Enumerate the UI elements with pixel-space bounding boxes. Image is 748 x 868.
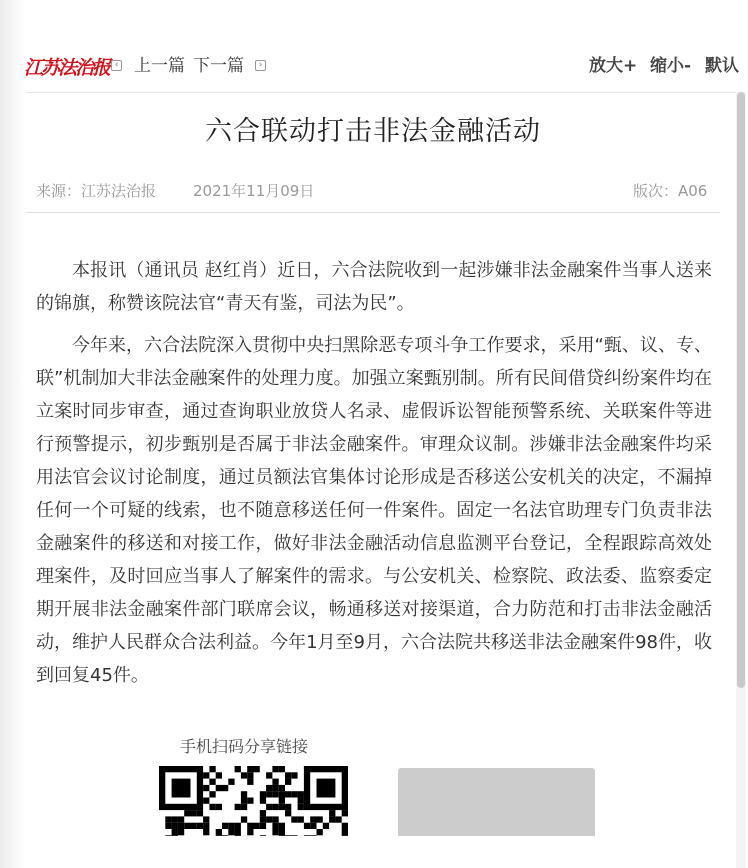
toolbar [0, 48, 748, 88]
chevron-left-icon[interactable]: ‹ [111, 60, 122, 71]
next-article-link[interactable]: 下一篇 [193, 56, 244, 76]
article-source: 来源：江苏法治报 [36, 182, 157, 200]
newspaper-logo[interactable]: 江苏法治报 [24, 57, 110, 79]
article-title: 六合联动打击非法金融活动 [205, 116, 541, 147]
article-date: 2021年11月09日 [193, 182, 315, 200]
zoom-in-button[interactable]: 放大+ [589, 56, 638, 76]
article-paragraph: 今年来，六合法院深入贯彻中央扫黑除恶专项斗争工作要求，采用“甄、议、专、联”机制加大非法金融案件的处理力度。加强立案甄别制。所有民间借贷纠纷案件均在立案时同步审查，通过查询职业放贷人名录、虚假诉讼智能预警系统、关联案件等进行预警提示，初步甄别是否属于非法金融案件。审理众议制。涉嫌非法金融案件均采用法官会议讨论制度，通过员额法官集体讨论形成是否移送公安机关的决定，不漏掉任何一个可疑的线索，也不随意移送任何一件案件。固定一名法官助理专门负责非法金融案件的移送和对接工作，做好非法金融活动信息监测平台登记，全程跟踪高效处理案件，及时回应当事人了解案件的需求。与公安机关、检察院、政法委、监察委定期开展非法金融案件部门联席会议，畅通移送对接渠道，合力防范和打击非法金融活动，维护人民群众合法利益。今年1月至9月，六合法院共移送非法金融案件98件，收到回复45件。 [36, 335, 712, 686]
article-paragraph: 本报讯（通讯员 赵红肖）近日，六合法院收到一起涉嫌非法金融案件当事人送来的锦旗，称赞该院法官“青天有鉴，司法为民”。 [36, 260, 712, 314]
prev-article-link[interactable]: 上一篇 [134, 56, 185, 76]
scrollbar-thumb[interactable] [737, 92, 745, 688]
image-placeholder [398, 768, 595, 836]
article-page: 版次：A06 [633, 182, 708, 200]
page-shadow [0, 0, 26, 868]
qr-code-graphic [159, 766, 349, 836]
qr-code [159, 766, 349, 836]
header-divider [26, 92, 736, 93]
zoom-out-button[interactable]: 缩小- [650, 56, 692, 76]
chevron-right-icon[interactable]: › [255, 60, 266, 71]
meta-divider [26, 212, 720, 213]
share-label: 手机扫码分享链接 [180, 737, 309, 756]
zoom-default-button[interactable]: 默认 [705, 56, 739, 76]
article-body [36, 254, 712, 701]
